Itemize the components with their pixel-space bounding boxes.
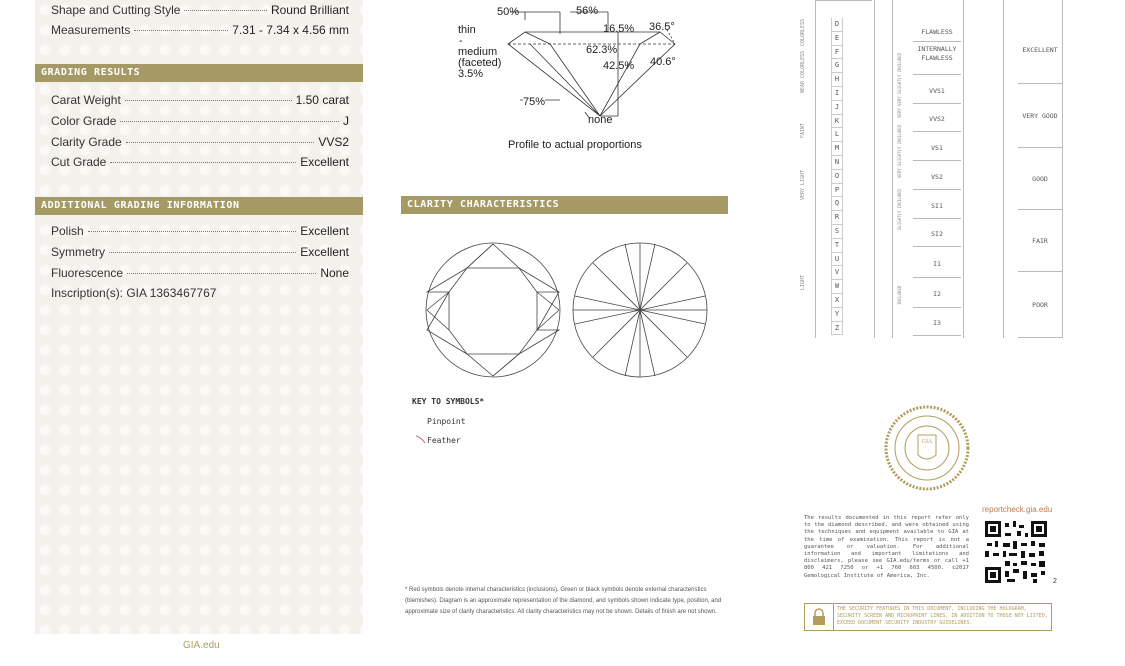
leader-dots bbox=[134, 29, 228, 31]
gia-footer-link[interactable]: GIA.edu bbox=[183, 640, 220, 651]
table-octagon bbox=[449, 268, 537, 354]
color-grade-t: T bbox=[831, 239, 843, 253]
polish-label: Polish bbox=[51, 224, 84, 238]
color-group-label: FAINT bbox=[800, 122, 806, 138]
shape-label: Shape and Cutting Style bbox=[51, 3, 181, 17]
color-value: J bbox=[343, 114, 349, 128]
clarity-footnote: * Red symbols denote internal characteristics (inclusions). Green or black symbols denote external characteristics (blemishes). Diagram is an approximate representation of the diamond, and symbols shown indicate type, position, and approximate size of clarity characteristics. All clarity characteristics may not be shown. Details of finish are not shown. bbox=[405, 587, 722, 615]
table-pct-label: 50% bbox=[497, 6, 520, 18]
color-grade-o: O bbox=[831, 170, 843, 184]
symmetry-row bbox=[51, 245, 349, 263]
clarity-grade-vvs1: VVS1 bbox=[913, 78, 961, 104]
culet-label: none bbox=[588, 114, 613, 126]
color-grade-u: U bbox=[831, 253, 843, 267]
carat-row bbox=[51, 93, 349, 111]
gia-seal-logo bbox=[884, 405, 970, 491]
seal-text: GIA bbox=[921, 439, 933, 445]
leader-dots bbox=[125, 99, 292, 101]
total-depth-label: 62.3% bbox=[586, 44, 618, 56]
color-grade-r: R bbox=[831, 211, 843, 225]
security-features-box bbox=[804, 603, 1052, 631]
clarity-group-label: SLIGHTLY INCLUDED bbox=[897, 189, 902, 230]
clarity-grade-internally-flawless: INTERNALLY FLAWLESS bbox=[913, 45, 961, 75]
measurements-label: Measurements bbox=[51, 23, 131, 37]
cut-grade-poor: POOR bbox=[1018, 272, 1062, 338]
clarity-value: VVS2 bbox=[318, 135, 349, 149]
girdle-thin-label: thin bbox=[458, 24, 476, 36]
color-grade-z: Z bbox=[831, 322, 843, 336]
security-text: THE SECURITY FEATURES IN THIS DOCUMENT, INCLUDING THE HOLOGRAM, SECURITY SCREEN AND MICROPRINT LINES, IN ADDITION TO THOSE NOT LISTED, EXCEED DOCUMENT SECURITY INDUSTRY GUIDELINES. bbox=[837, 606, 1048, 626]
color-grade-i: I bbox=[831, 87, 843, 101]
color-grade-j: J bbox=[831, 101, 843, 115]
inscription-row bbox=[51, 286, 349, 304]
color-grade-q: Q bbox=[831, 197, 843, 211]
cut-label: Cut Grade bbox=[51, 155, 107, 169]
lock-icon bbox=[805, 604, 834, 630]
reportcheck-link[interactable]: reportcheck.gia.edu bbox=[982, 505, 1053, 514]
measurements-row bbox=[51, 23, 349, 41]
qr-code[interactable] bbox=[983, 519, 1049, 585]
leader-dots bbox=[109, 251, 296, 253]
clarity-grade-si1: SI1 bbox=[913, 193, 961, 219]
girdle-pct-label: 3.5% bbox=[458, 68, 484, 80]
clarity-grade-vvs2: VVS2 bbox=[913, 106, 961, 132]
carat-label: Carat Weight bbox=[51, 93, 121, 107]
color-grade-y: Y bbox=[831, 308, 843, 322]
leader-dots bbox=[110, 161, 296, 163]
leader-dots bbox=[120, 120, 339, 122]
polish-value: Excellent bbox=[300, 224, 349, 238]
crown-view-circle bbox=[426, 243, 560, 377]
color-grade-l: L bbox=[831, 128, 843, 142]
color-grade-d: D bbox=[831, 18, 843, 32]
clarity-grade-i3: I3 bbox=[913, 310, 961, 336]
clarity-group-label: VERY SLIGHTLY INCLUDED bbox=[897, 125, 902, 178]
key-pinpoint: Pinpoint bbox=[427, 417, 466, 426]
page-number: 2 bbox=[1053, 578, 1057, 585]
color-group-label: COLORLESS bbox=[800, 18, 806, 46]
color-grade-n: N bbox=[831, 156, 843, 170]
color-grade-g: G bbox=[831, 59, 843, 73]
cut-grade-excellent: EXCELLENT bbox=[1018, 16, 1062, 84]
report-disclaimer: The results documented in this report refer only to the diamond described, and were obtained using the techniques and equipment available to GIA at the time of examination. This report is not a guarantee or valuation. For additional information and important limitations and disclaimers, please see GIA.edu/terms or call +1 800 421 7250 or +1 760 603 4500. ©2017 Gemological Institute of America, Inc. bbox=[804, 515, 969, 579]
feather-icon bbox=[415, 434, 427, 444]
cut-grade-very-good: VERY GOOD bbox=[1018, 84, 1062, 148]
profile-caption: Profile to actual proportions bbox=[508, 139, 642, 151]
girdle-faceted-label: (faceted) bbox=[458, 57, 502, 69]
color-grade-x: X bbox=[831, 294, 843, 308]
leader-dots bbox=[127, 272, 316, 274]
cut-grade-good: GOOD bbox=[1018, 148, 1062, 210]
clarity-grade-i1: I1 bbox=[913, 250, 961, 278]
color-grade-f: F bbox=[831, 46, 843, 60]
symmetry-label: Symmetry bbox=[51, 245, 105, 259]
color-grade-e: E bbox=[831, 32, 843, 46]
color-grade-p: P bbox=[831, 184, 843, 198]
clarity-group-label: INCLUDED bbox=[897, 285, 902, 305]
girdle-medium-label: medium bbox=[458, 46, 498, 58]
color-grade-v: V bbox=[831, 266, 843, 280]
cut-grade-fair: FAIR bbox=[1018, 210, 1062, 272]
clarity-group-label: VERY VERY SLIGHTLY INCLUDED bbox=[897, 52, 902, 118]
clarity-plot-diagrams bbox=[425, 242, 715, 382]
color-grade-s: S bbox=[831, 225, 843, 239]
symmetry-value: Excellent bbox=[300, 245, 349, 259]
color-label: Color Grade bbox=[51, 114, 117, 128]
leader-dots bbox=[184, 9, 267, 11]
clarity-grade-flawless: FLAWLESS bbox=[913, 22, 961, 42]
carat-value: 1.50 carat bbox=[295, 93, 349, 107]
clarity-characteristics-header: CLARITY CHARACTERISTICS bbox=[401, 196, 728, 214]
clarity-grade-i2: I2 bbox=[913, 280, 961, 308]
color-group-label: LIGHT bbox=[800, 274, 806, 290]
measurements-value: 7.31 - 7.34 x 4.56 mm bbox=[232, 23, 349, 37]
grading-results-header: GRADING RESULTS bbox=[35, 64, 363, 82]
clarity-row bbox=[51, 135, 349, 153]
clarity-grade-vs2: VS2 bbox=[913, 164, 961, 190]
top-pct-label: 56% bbox=[576, 5, 599, 17]
color-row bbox=[51, 114, 349, 132]
color-grade-m: M bbox=[831, 142, 843, 156]
color-grade-w: W bbox=[831, 280, 843, 294]
cut-value: Excellent bbox=[300, 155, 349, 169]
color-group-label: VERY LIGHT bbox=[800, 169, 806, 200]
additional-grading-header: ADDITIONAL GRADING INFORMATION bbox=[35, 197, 363, 215]
left-info-panel bbox=[35, 0, 363, 634]
crown-angle-label: 36.5° bbox=[649, 21, 675, 33]
clarity-label: Clarity Grade bbox=[51, 135, 122, 149]
cut-row bbox=[51, 155, 349, 173]
color-grade-h: H bbox=[831, 73, 843, 87]
leader-dots bbox=[126, 141, 315, 143]
inscription-text: Inscription(s): GIA 1363467767 bbox=[51, 286, 217, 300]
key-feather: Feather bbox=[427, 436, 461, 445]
key-to-symbols-title: KEY TO SYMBOLS* bbox=[412, 397, 485, 406]
lower-half-label: 75% bbox=[523, 96, 546, 108]
color-grade-k: K bbox=[831, 115, 843, 129]
color-group-label: NEAR COLORLESS bbox=[800, 50, 806, 93]
fluorescence-value: None bbox=[320, 266, 349, 280]
girdle-dash-label: - bbox=[459, 35, 463, 47]
polish-row bbox=[51, 224, 349, 242]
color-scale bbox=[815, 0, 875, 338]
fluorescence-row bbox=[51, 266, 349, 284]
pavilion-angle-label: 40.6° bbox=[650, 56, 676, 68]
crown-height-label: 16.5% bbox=[603, 23, 635, 35]
clarity-grade-si2: SI2 bbox=[913, 221, 961, 247]
pavilion-depth-label: 42.5% bbox=[603, 60, 635, 72]
fluorescence-label: Fluorescence bbox=[51, 266, 124, 280]
shape-row bbox=[51, 3, 349, 21]
leader-dots bbox=[88, 230, 297, 232]
shape-value: Round Brilliant bbox=[270, 3, 349, 17]
clarity-grade-vs1: VS1 bbox=[913, 135, 961, 161]
